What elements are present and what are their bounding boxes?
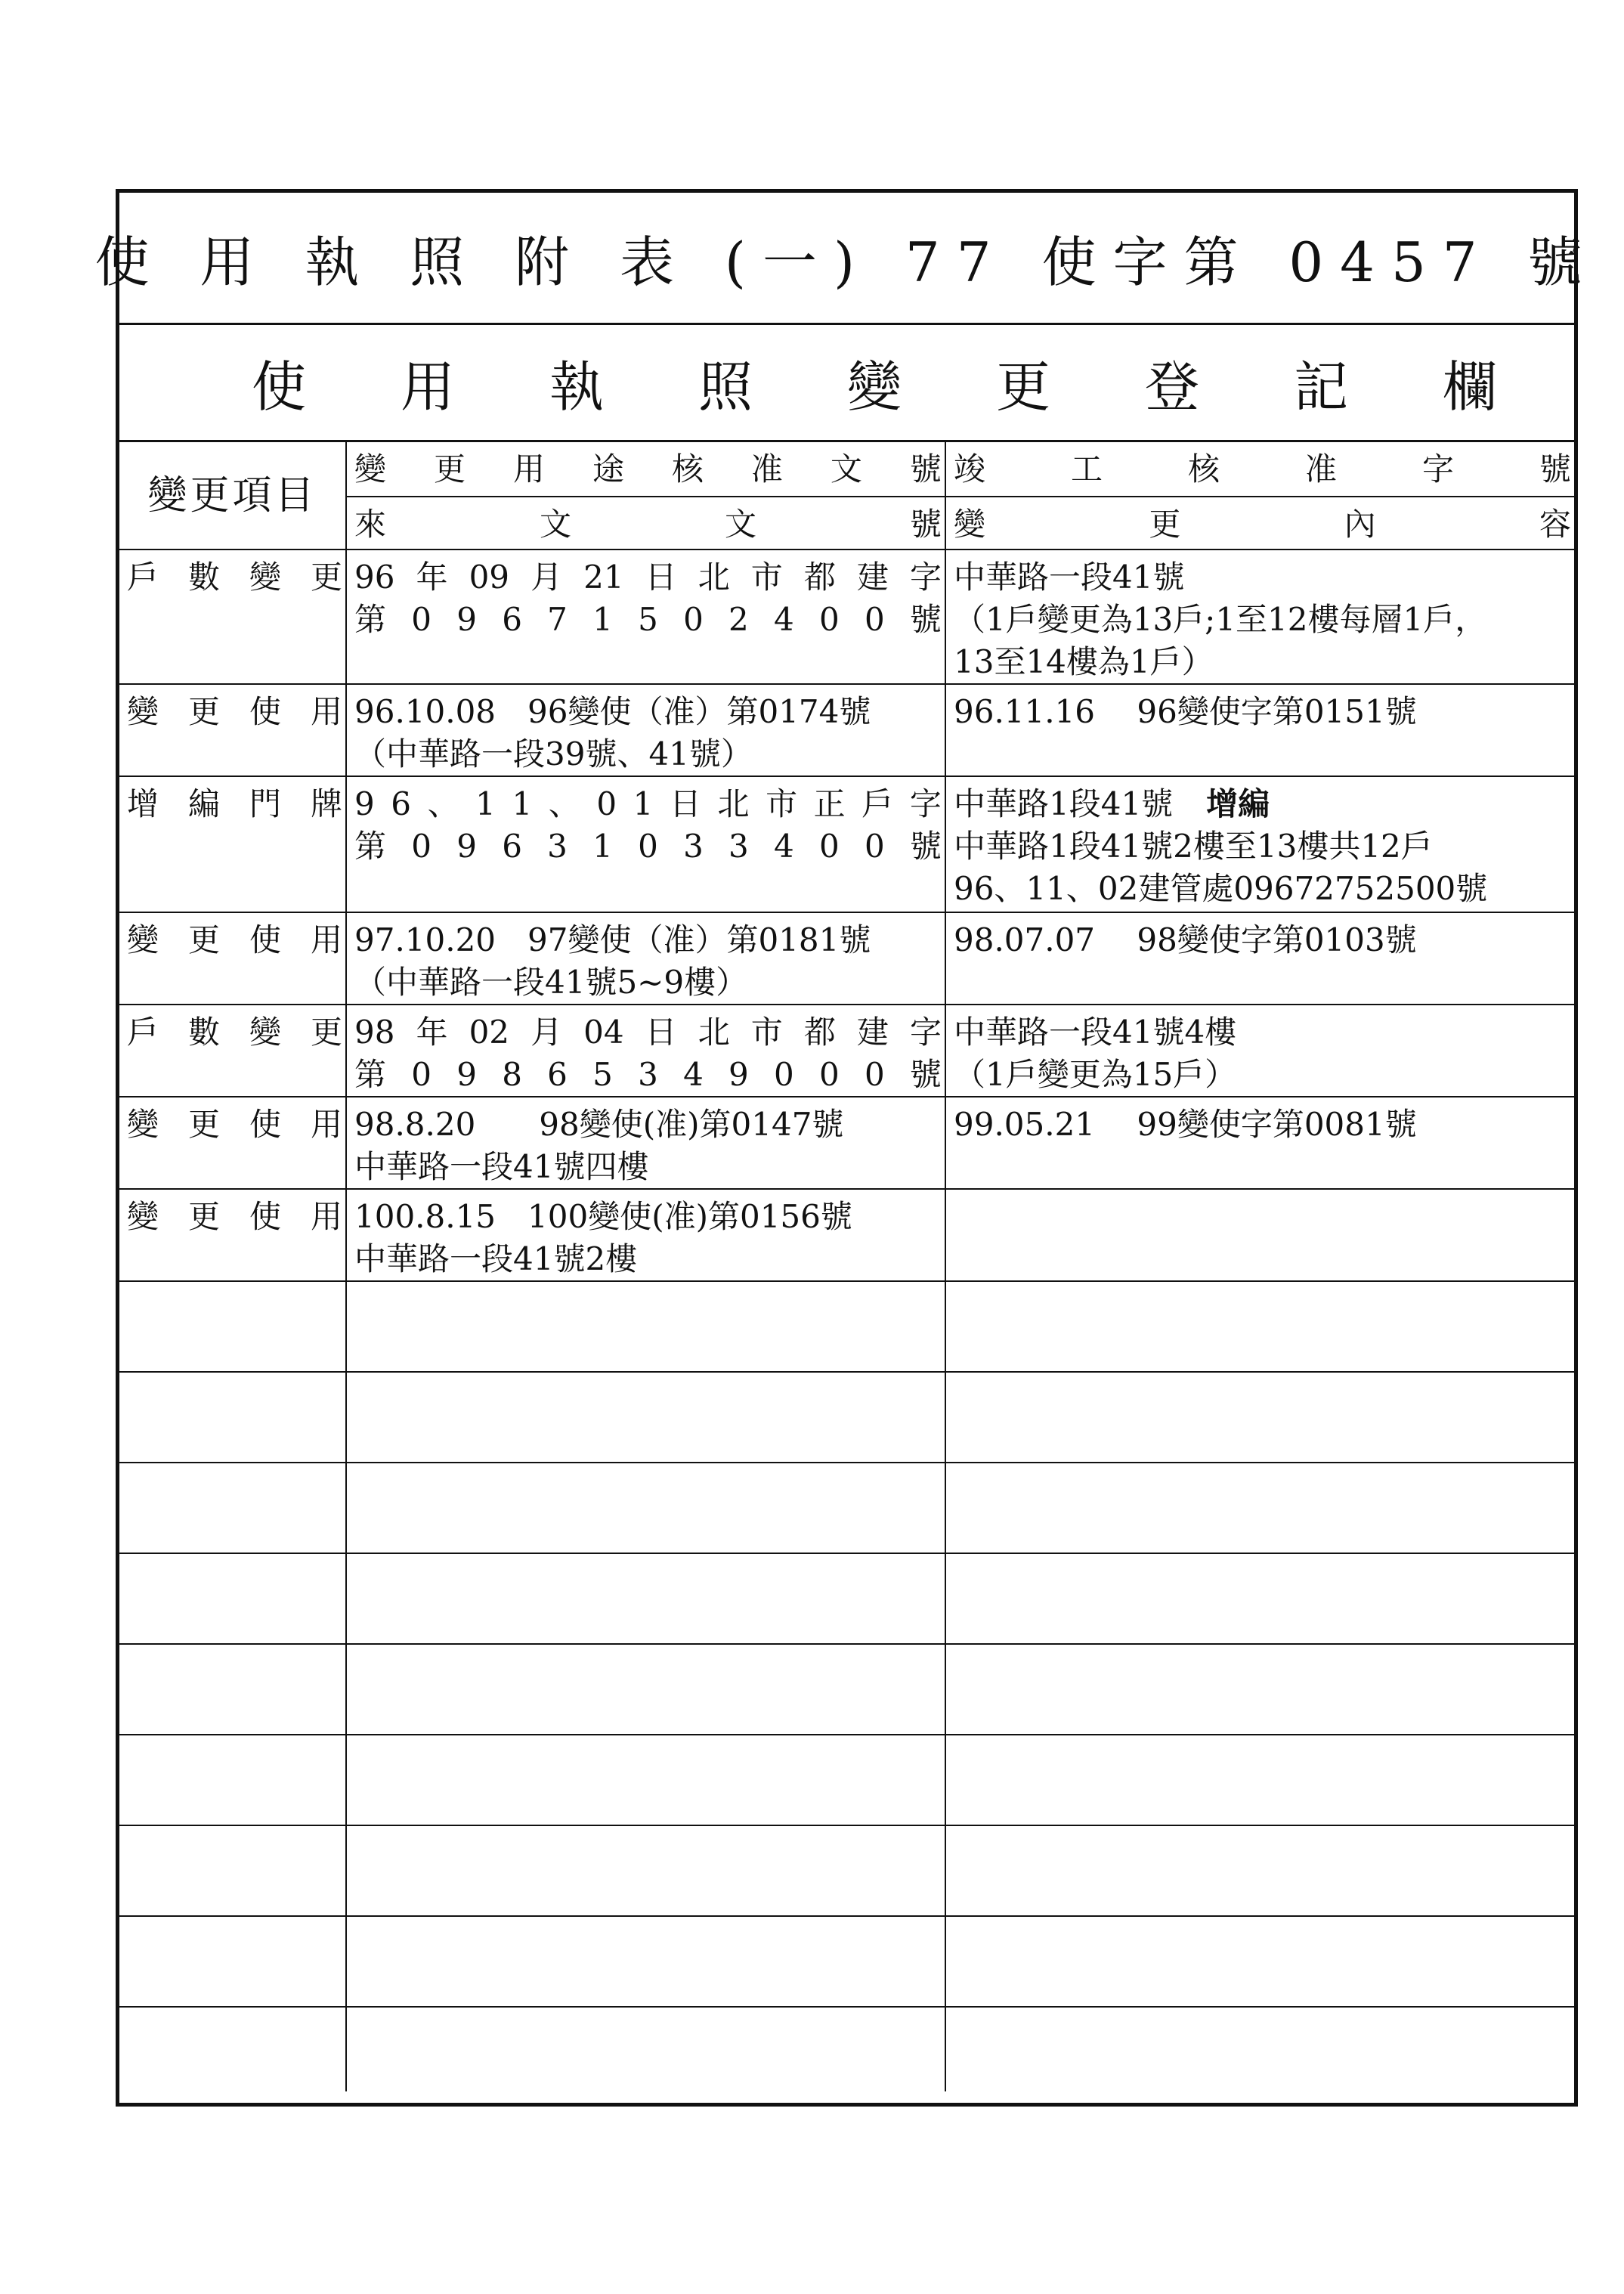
empty-cell [346,1825,945,1916]
cell-char: 8 [502,1056,522,1093]
content-line: 96、11、02建管處09672752500號 [954,870,1488,907]
approval-doc-cell [346,776,945,912]
cell-char: 5 [592,1056,613,1093]
empty-cell [119,1735,346,1825]
content-line: 96.11.16 96變使字第0151號 [954,693,1417,730]
header-char: 號 [1539,450,1571,488]
cell-char: 第 [354,1056,387,1093]
table-row [119,1005,1574,1097]
subtitle-char: 用 [401,355,456,419]
cell-char: 戶 [127,1014,159,1051]
empty-cell [346,2007,945,2091]
cell-char: 號 [909,1056,942,1093]
cell-char: 第 [354,828,387,865]
empty-cell [945,1281,1574,1372]
doc-line: 100.8.15 100變使(准)第0156號 [354,1198,852,1235]
cell-char: 0 [683,601,704,638]
empty-table-row [119,1281,1574,1372]
cell-char: 數 [187,559,220,596]
change-content-cell [945,912,1574,1005]
cell-char: 市 [766,785,798,822]
empty-table-row [119,1644,1574,1735]
cell-char: 5 [638,601,658,638]
page-title: 使 用 執 照 附 表 (一) 77 使字第 0457 號 [94,231,1599,294]
empty-table-row [119,1553,1574,1644]
content-line: 中華路一段41號4樓 [954,1014,1237,1051]
cell-char: 日 [669,785,701,822]
empty-cell [945,1916,1574,2007]
content-line: 中華路一段41號 [954,559,1185,596]
cell-char: 市 [750,1014,783,1051]
cell-char: 變 [127,693,159,730]
table-row [119,776,1574,912]
header-char: 字 [1421,450,1454,488]
cell-char: 北 [698,559,730,596]
cell-char: 用 [310,693,342,730]
subtitle-char: 變 [847,355,902,419]
cell-char: 更 [310,1014,342,1051]
cell-char: 1 [633,785,654,822]
change-item-cell [119,776,346,912]
cell-char: 3 [683,828,704,865]
cell-char: 戶 [861,785,894,822]
header-char: 文 [539,506,571,543]
cell-char: 更 [310,559,342,596]
empty-cell [119,1916,346,2007]
change-content-cell [945,1189,1574,1281]
subtitle-char: 執 [549,355,605,419]
cell-char: 使 [249,1198,281,1235]
cell-char: 變 [127,921,159,958]
change-content-cell [945,1097,1574,1189]
empty-cell [346,1281,945,1372]
cell-char: 變 [249,1014,281,1051]
approval-doc-cell [346,550,945,684]
cell-char: 正 [813,785,846,822]
header-row-1 [119,442,1574,497]
header-char: 途 [592,450,624,488]
subtitle-char: 欄 [1443,355,1498,419]
cell-char: 年 [416,1014,448,1051]
cell-char: 96 [354,559,395,596]
subtitle-char: 登 [1145,355,1200,419]
cell-char: 日 [645,1014,677,1051]
subtitle-char: 使 [252,355,307,419]
subtitle-row [119,325,1574,442]
cell-char: 09 [469,559,510,596]
cell-char: 使 [249,921,281,958]
doc-line: （中華路一段39號、41號） [354,735,753,772]
cell-char: 6 [502,828,522,865]
empty-cell [945,1463,1574,1553]
cell-char: 字 [909,1014,942,1051]
table-row [119,684,1574,776]
approval-doc-cell [346,912,945,1005]
doc-line: 96.10.08 96變使（准）第0174號 [354,693,871,730]
cell-char: 0 [411,828,432,865]
header-char: 號 [909,506,942,543]
cell-char: 變 [249,559,281,596]
cell-char: 第 [354,601,387,638]
cell-char: 0 [774,1056,794,1093]
cell-char: 1 [475,785,496,822]
cell-char: 0 [818,601,840,638]
doc-line: 97.10.20 97變使（准）第0181號 [354,921,871,958]
empty-cell [945,2007,1574,2091]
empty-cell [945,1644,1574,1735]
header-change-content [945,497,1574,550]
subtitle-char: 照 [698,355,753,419]
empty-cell [119,1372,346,1463]
cell-char: 門 [249,785,281,822]
cell-char: 0 [638,828,658,865]
cell-char: 9 [456,1056,477,1093]
cell-char: 0 [864,601,885,638]
cell-char: 0 [818,1056,840,1093]
empty-cell [945,1553,1574,1644]
cell-char: 1 [512,785,533,822]
header-char: 內 [1344,506,1376,543]
empty-cell [119,2007,346,2091]
cell-char: 牌 [310,785,342,822]
empty-cell [346,1372,945,1463]
header-char: 核 [671,450,704,488]
change-register-table [119,442,1574,2091]
change-item-cell [119,1189,346,1281]
content-line: （1戶變更為13戶;1至12樓每層1戶， [954,601,1487,638]
cell-char: 4 [774,601,794,638]
header-char: 用 [512,450,545,488]
subtitle-char: 記 [1294,355,1349,419]
subtitle-char: 更 [996,355,1051,419]
doc-line: 中華路一段41號四樓 [354,1148,649,1185]
content-line: （1戶變更為15戶） [954,1056,1237,1093]
header-completion-number [945,442,1574,497]
table-row [119,1097,1574,1189]
empty-cell [945,1372,1574,1463]
cell-char: 增 [127,785,159,822]
content-line: 中華路1段41號 增編 [954,785,1270,822]
cell-char: 9 [456,828,477,865]
cell-char: 都 [803,559,836,596]
header-char: 准 [1304,450,1337,488]
header-char: 核 [1187,450,1220,488]
doc-line: 中華路一段41號2樓 [354,1240,638,1277]
doc-line: （中華路一段41號5~9樓） [354,964,748,1001]
cell-char: 1 [592,601,613,638]
header-char: 文 [724,506,756,543]
cell-char: 、 [427,785,459,822]
cell-char: 編 [187,785,220,822]
change-item-cell [119,1005,346,1097]
change-item-cell [119,1097,346,1189]
cell-char: 1 [592,828,613,865]
cell-char: 北 [717,785,750,822]
cell-char: 7 [547,601,568,638]
approval-doc-cell [346,1005,945,1097]
approval-doc-cell [346,1189,945,1281]
cell-char: 6 [547,1056,568,1093]
cell-char: 9 [728,1056,749,1093]
cell-char: 使 [249,1106,281,1143]
content-line: 99.05.21 99變使字第0081號 [954,1106,1417,1143]
change-content-cell [945,550,1574,684]
cell-char: 變 [127,1106,159,1143]
cell-char: 更 [187,1106,220,1143]
empty-table-row [119,2007,1574,2091]
cell-char: 02 [469,1014,510,1051]
empty-cell [346,1735,945,1825]
empty-cell [119,1825,346,1916]
approval-doc-cell [346,1097,945,1189]
header-char: 更 [433,450,466,488]
empty-cell [119,1463,346,1553]
content-line: 98.07.07 98變使字第0103號 [954,921,1417,958]
cell-char: 0 [818,828,840,865]
header-char: 工 [1070,450,1103,488]
cell-char: 21 [583,559,624,596]
content-bold-note: 增編 [1206,785,1270,822]
empty-table-row [119,1735,1574,1825]
change-content-cell [945,684,1574,776]
change-item-cell [119,550,346,684]
header-char: 號 [909,450,942,488]
empty-table-row [119,1372,1574,1463]
cell-char: 3 [728,828,749,865]
empty-cell [945,1735,1574,1825]
cell-char: 號 [909,828,942,865]
cell-char: 04 [583,1014,624,1051]
cell-char: 0 [864,828,885,865]
cell-char: 日 [645,559,677,596]
empty-cell [346,1644,945,1735]
registration-table-frame [94,189,1599,2107]
change-content-cell [945,776,1574,912]
cell-char: 2 [728,601,749,638]
cell-char: 北 [698,1014,730,1051]
cell-char: 都 [803,1014,836,1051]
cell-char: 字 [909,559,942,596]
approval-doc-cell [346,684,945,776]
content-line: 13至14樓為1戶） [954,643,1214,680]
empty-table-row [119,1825,1574,1916]
change-content-cell [945,1005,1574,1097]
title-row [94,193,1599,325]
cell-char: 用 [310,1198,342,1235]
header-approval-doc [346,442,945,497]
cell-char: 月 [531,559,563,596]
cell-char: 年 [416,559,448,596]
header-char: 竣 [954,450,986,488]
header-char: 容 [1539,506,1571,543]
cell-char: 9 [456,601,477,638]
header-char: 變 [954,506,986,543]
cell-char: 0 [411,601,432,638]
cell-char: 0 [864,1056,885,1093]
cell-char: 4 [683,1056,704,1093]
cell-char: 6 [502,601,522,638]
cell-char: 建 [856,559,889,596]
header-incoming-doc [346,497,945,550]
empty-table-row [119,1916,1574,2007]
empty-cell [119,1553,346,1644]
cell-char: 使 [249,693,281,730]
cell-char: 更 [187,1198,220,1235]
cell-char: 月 [531,1014,563,1051]
cell-char: 更 [187,693,220,730]
empty-cell [119,1644,346,1735]
empty-cell [346,1916,945,2007]
table-row [119,1189,1574,1281]
content-line: 中華路1段41號2樓至13樓共12戶 [954,828,1433,865]
header-change-item: 變更項目 [119,442,346,550]
empty-cell [346,1553,945,1644]
cell-char: 建 [856,1014,889,1051]
cell-char: 6 [391,785,412,822]
cell-char: 0 [411,1056,432,1093]
cell-char: 3 [547,828,568,865]
change-item-cell [119,912,346,1005]
empty-cell [346,1463,945,1553]
cell-char: 戶 [127,559,159,596]
header-char: 更 [1149,506,1181,543]
doc-line: 98.8.20 98變使(准)第0147號 [354,1106,844,1143]
cell-char: 0 [596,785,617,822]
header-char: 來 [354,506,387,543]
cell-char: 用 [310,1106,342,1143]
cell-char: 更 [187,921,220,958]
cell-char: 4 [774,828,794,865]
cell-char: 數 [187,1014,220,1051]
table-row [119,912,1574,1005]
empty-table-row [119,1463,1574,1553]
cell-char: 3 [638,1056,658,1093]
header-char: 變 [354,450,387,488]
header-char: 文 [830,450,862,488]
cell-char: 市 [750,559,783,596]
cell-char: 98 [354,1014,395,1051]
header-char: 准 [750,450,783,488]
cell-char: 、 [548,785,580,822]
cell-char: 用 [310,921,342,958]
empty-cell [945,1825,1574,1916]
table-row [119,550,1574,684]
change-item-cell [119,684,346,776]
cell-char: 9 [354,785,375,822]
cell-char: 號 [909,601,942,638]
empty-cell [119,1281,346,1372]
cell-char: 變 [127,1198,159,1235]
cell-char: 字 [909,785,942,822]
